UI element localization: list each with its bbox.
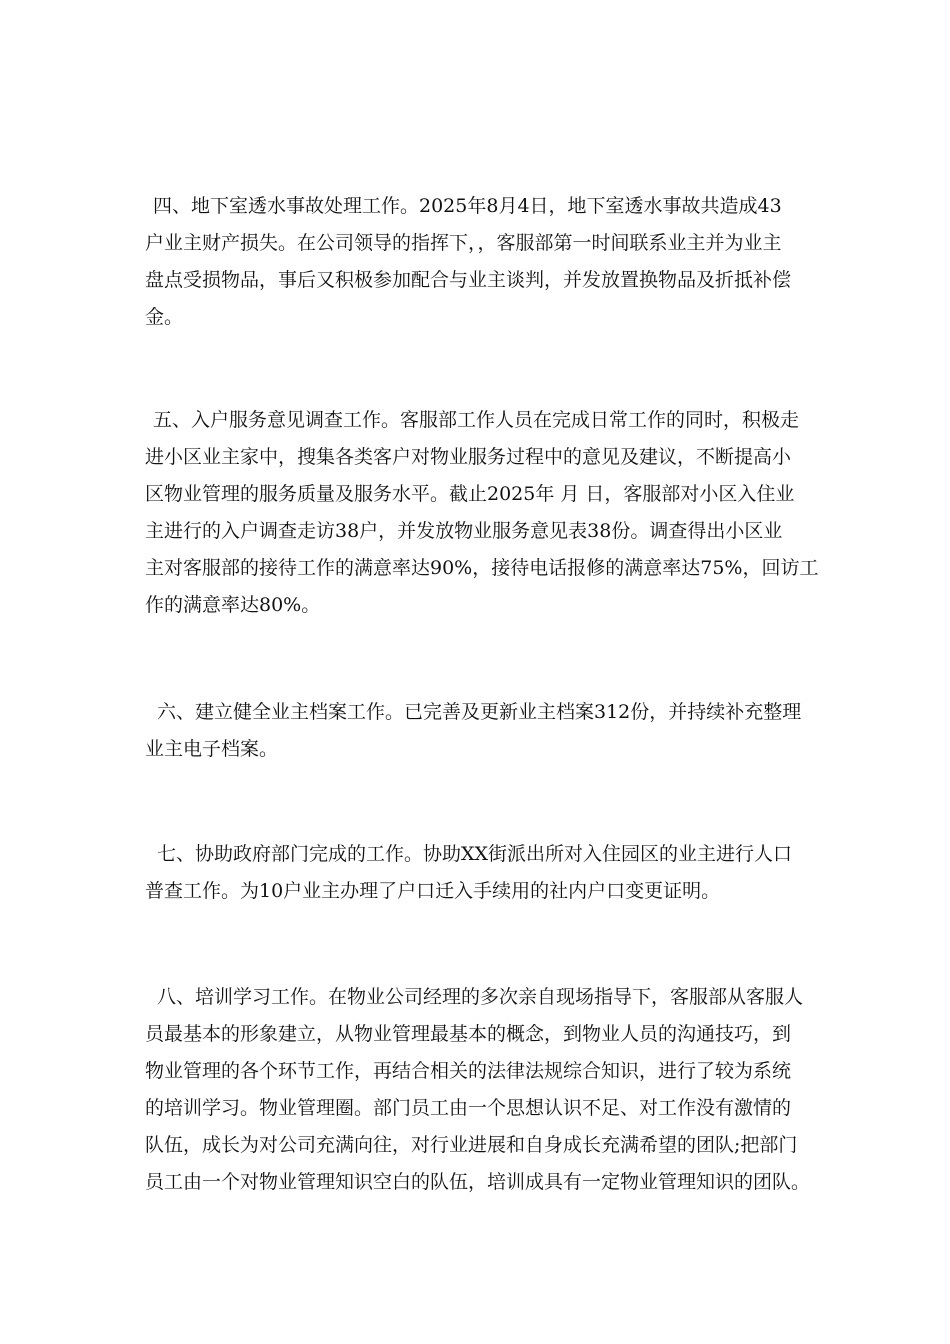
paragraph-line: 金。 <box>145 306 184 328</box>
paragraph-line: 的培训学习。物业管理圈。部门员工由一个思想认识不足、对工作没有激情的 <box>145 1097 792 1119</box>
paragraph-line: 五、入户服务意见调查工作。客服部工作人员在完成日常工作的同时，积极走 <box>153 409 800 431</box>
paragraph-training <box>145 979 825 1201</box>
paragraph-line: 物业管理的各个环节工作，再结合相关的法律法规综合知识，进行了较为系统 <box>145 1060 792 1082</box>
paragraph-line: 七、协助政府部门完成的工作。协助XX街派出所对入住园区的业主进行人口 <box>157 843 793 865</box>
paragraph-line: 员工由一个对物业管理知识空白的队伍，培训成具有一定物业管理知识的团队。 <box>145 1171 811 1193</box>
paragraph-line: 主进行的入户调查走访38户，并发放物业服务意见表38份。调查得出小区业 <box>145 520 783 542</box>
paragraph-line: 区物业管理的服务质量及服务水平。截止2025年 月 日，客服部对小区入住业 <box>145 483 795 505</box>
paragraph-government-assistance <box>145 836 825 910</box>
paragraph-line: 四、地下室透水事故处理工作。2025年8月4日，地下室透水事故共造成43 <box>153 195 782 217</box>
paragraph-line: 八、培训学习工作。在物业公司经理的多次亲自现场指导下，客服部从客服人 <box>157 986 804 1008</box>
paragraph-owner-archives <box>145 694 825 768</box>
paragraph-line: 主对客服部的接待工作的满意率达90%，接待电话报修的满意率达75%，回访工 <box>145 557 819 579</box>
paragraph-line: 进小区业主家中，搜集各类客户对物业服务过程中的意见及建议，不断提高小 <box>145 446 792 468</box>
paragraph-service-survey <box>145 402 825 624</box>
paragraph-line: 员最基本的形象建立，从物业管理最基本的概念，到物业人员的沟通技巧，到 <box>145 1023 792 1045</box>
paragraph-line: 六、建立健全业主档案工作。已完善及更新业主档案312份，并持续补充整理 <box>157 701 802 723</box>
paragraph-line: 队伍，成长为对公司充满向往，对行业进展和自身成长充满希望的团队;把部门 <box>145 1134 798 1156</box>
paragraph-line: 普查工作。为10户业主办理了户口迁入手续用的社内户口变更证明。 <box>145 880 721 902</box>
paragraph-line: 户业主财产损失。在公司领导的指挥下，，客服部第一时间联系业主并为业主 <box>145 232 782 254</box>
paragraph-line: 盘点受损物品，事后又积极参加配合与业主谈判，并发放置换物品及折抵补偿 <box>145 269 792 291</box>
paragraph-line: 作的满意率达80%。 <box>145 594 321 616</box>
paragraph-line: 业主电子档案。 <box>145 738 279 760</box>
paragraph-basement-flooding <box>145 188 825 336</box>
